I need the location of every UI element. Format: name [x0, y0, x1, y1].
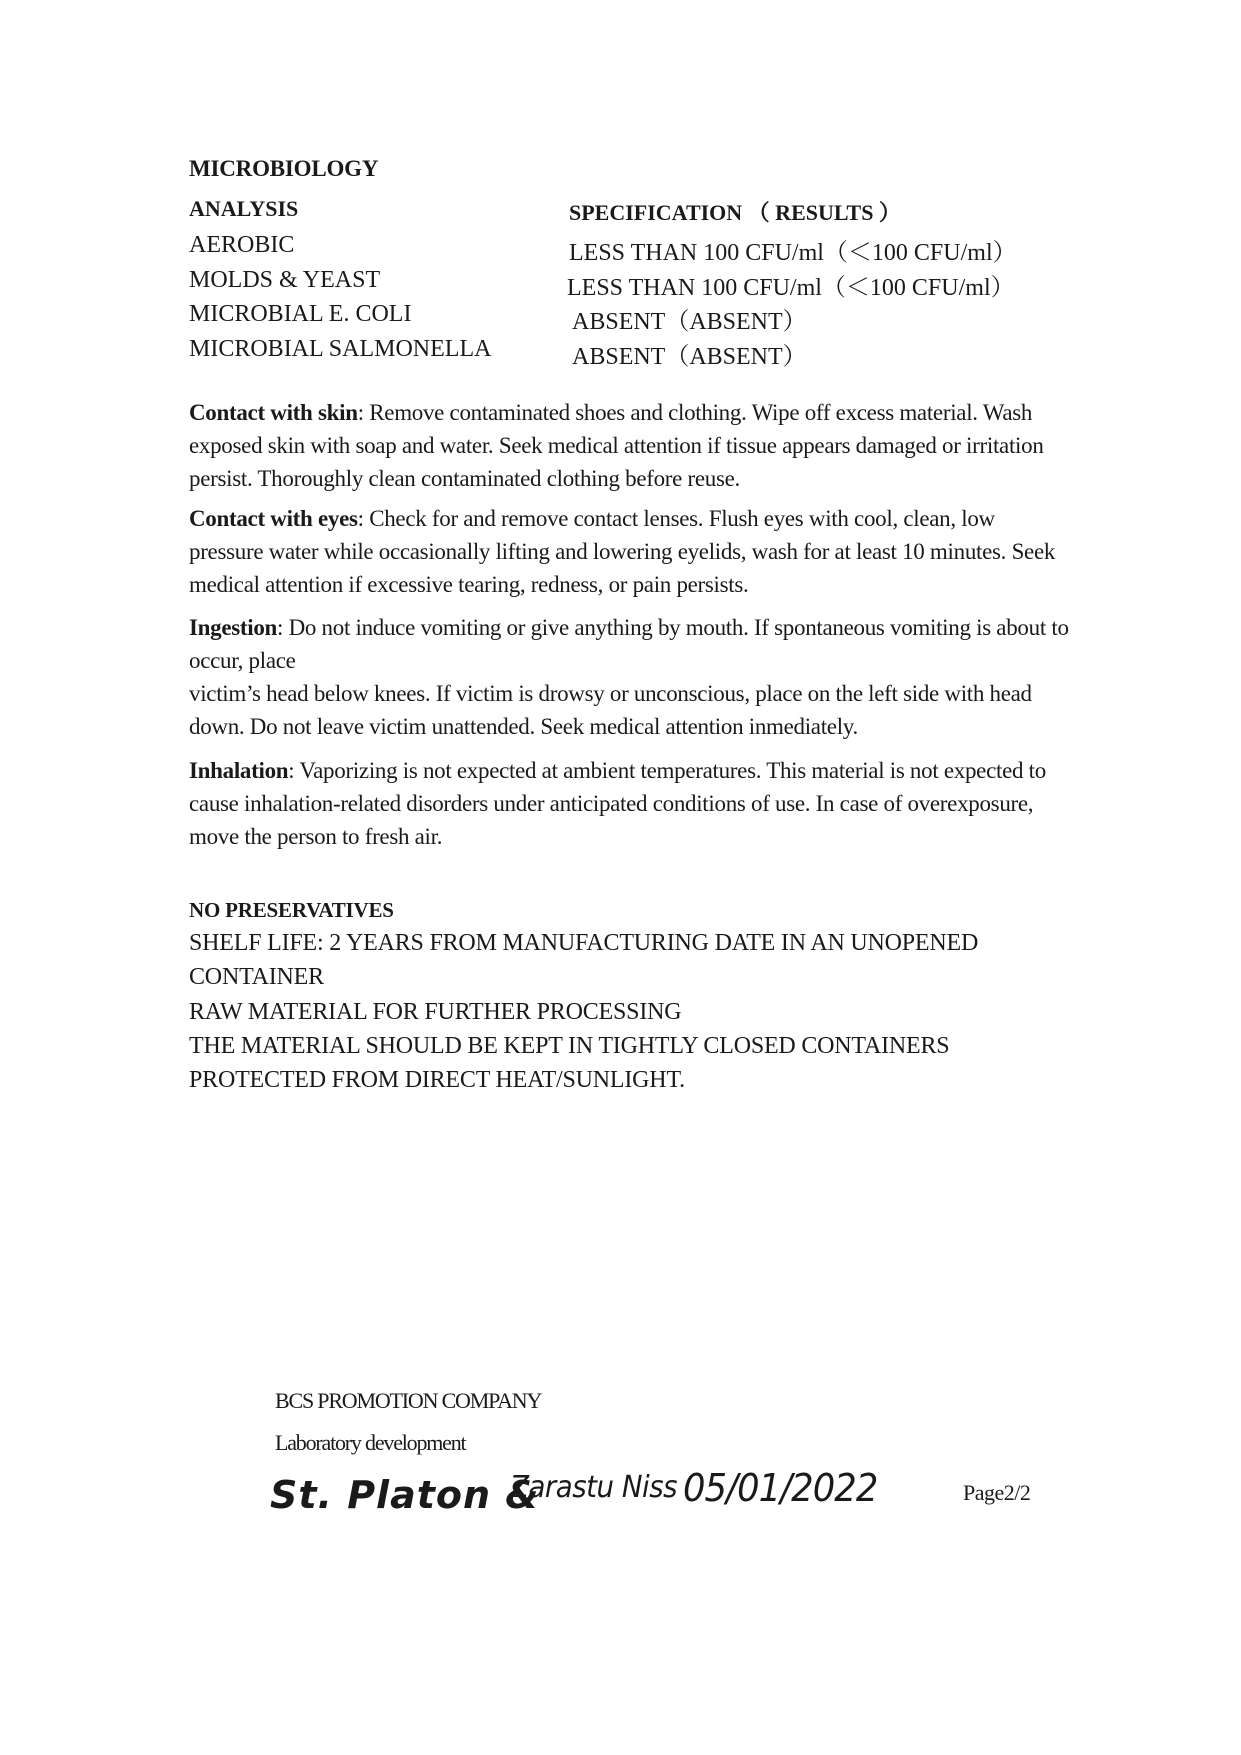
skin-contact-paragraph	[189, 396, 1069, 495]
specification-header: SPECIFICATION （ RESULTS ）	[569, 200, 901, 225]
ingestion-text: : Do not induce vomiting or give anything by mouth. If spontaneous vomiting is about to occur, place	[189, 615, 1069, 673]
analysis-cell: AEROBIC	[189, 232, 295, 258]
table-row	[189, 232, 1069, 267]
specification-cell: LESS THAN 100 CFU/ml（＜100 CFU/ml）	[567, 274, 1015, 301]
analysis-header: ANALYSIS	[189, 196, 299, 221]
signature-date: 05/01/2022	[683, 1466, 878, 1510]
no-preservatives-title: NO PRESERVATIVES	[189, 898, 394, 922]
analysis-cell: MICROBIAL E. COLI	[189, 301, 412, 327]
skin-contact-text: : Remove contaminated shoes and clothing. Wipe off excess material. Wash exposed skin with soap and water. Seek medical attention if tissue appears damaged or irritation persist. Thoroughly clean contaminated clothing before reuse.	[189, 400, 1044, 491]
table-row	[189, 301, 1069, 336]
inhalation-paragraph	[189, 754, 1069, 853]
specification-cell: LESS THAN 100 CFU/ml（＜100 CFU/ml）	[569, 240, 1017, 266]
inhalation-label: Inhalation	[189, 758, 289, 783]
signature-first: St. Platon &	[270, 1473, 540, 1517]
microbiology-title: MICROBIOLOGY	[189, 156, 379, 181]
eye-contact-label: Contact with eyes	[189, 506, 358, 531]
storage-line: THE MATERIAL SHOULD BE KEPT IN TIGHTLY CLOSED CONTAINERS	[189, 1033, 950, 1059]
company-name: BCS PROMOTION COMPANY	[275, 1388, 542, 1413]
table-row	[189, 267, 1069, 302]
signature-second: Zarastu Niss	[510, 1470, 678, 1505]
ingestion-label: Ingestion	[189, 615, 278, 640]
department-name: Laboratory development	[275, 1430, 466, 1455]
ingestion-paragraph	[189, 611, 1069, 743]
table-row	[189, 336, 1069, 371]
eye-contact-text: : Check for and remove contact lenses. Flush eyes with cool, clean, low pressure water while occasionally lifting and lowering eyelids, wash for at least 10 minutes. Seek medical attention if excessive tearing, redness, or pain persists.	[189, 506, 1056, 597]
analysis-cell: MICROBIAL SALMONELLA	[189, 335, 492, 362]
microbiology-table	[189, 196, 1069, 370]
skin-contact-label: Contact with skin	[189, 400, 358, 425]
storage-line: CONTAINER	[189, 964, 324, 990]
page-number: Page2/2	[963, 1480, 1031, 1505]
storage-line: PROTECTED FROM DIRECT HEAT/SUNLIGHT.	[189, 1067, 685, 1093]
specification-cell: ABSENT（ABSENT）	[572, 343, 807, 370]
specification-cell: ABSENT（ABSENT）	[572, 309, 807, 335]
table-header-row	[189, 196, 1069, 232]
storage-line: SHELF LIFE: 2 YEARS FROM MANUFACTURING DATE IN AN UNOPENED	[189, 930, 979, 956]
ingestion-text-continued: victim’s head below knees. If victim is drowsy or unconscious, place on the left side with head down. Do not leave victim unattended. Seek medical attention inmediately.	[189, 681, 1032, 739]
analysis-cell: MOLDS & YEAST	[189, 266, 381, 293]
storage-line: RAW MATERIAL FOR FURTHER PROCESSING	[189, 999, 682, 1025]
eye-contact-paragraph	[189, 502, 1069, 601]
inhalation-text: : Vaporizing is not expected at ambient temperatures. This material is not expected to cause inhalation-related disorders under anticipated conditions of use. In case of overexposure, move the person to fresh air.	[189, 758, 1046, 849]
